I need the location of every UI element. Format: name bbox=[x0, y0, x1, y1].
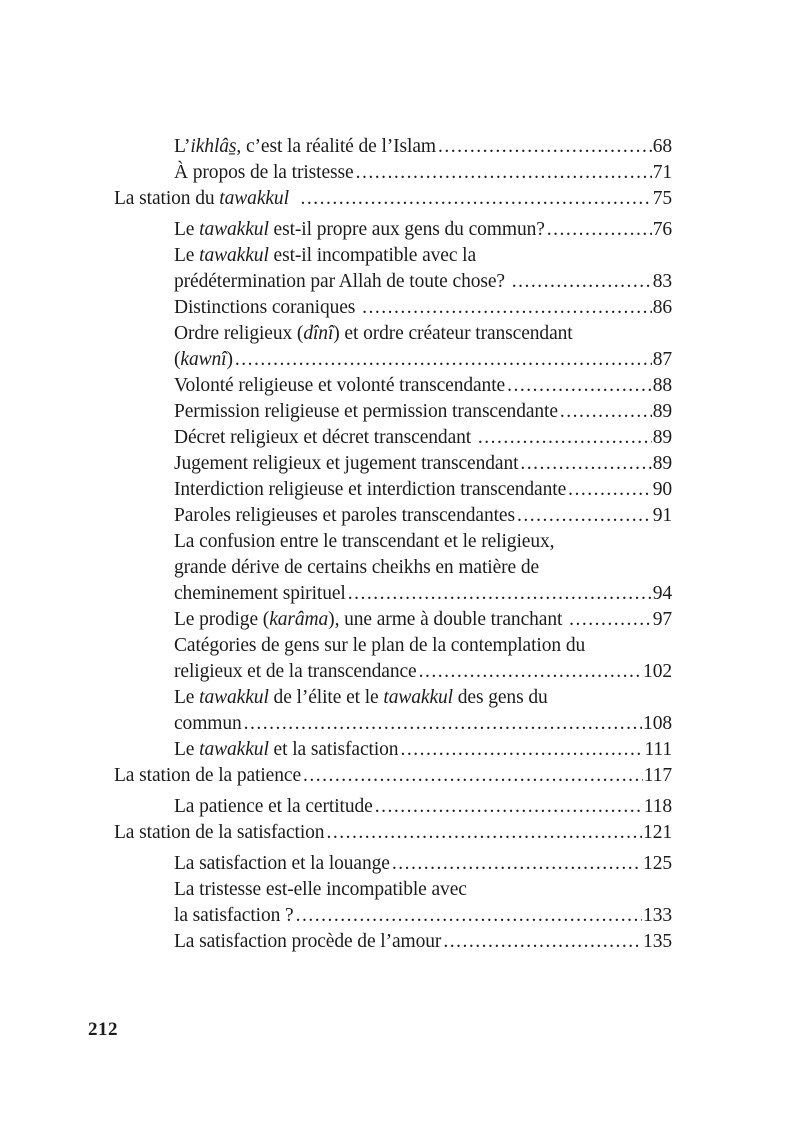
toc-entry-text: grande dérive de certains cheikhs en matière de bbox=[174, 557, 540, 578]
dot-leader bbox=[568, 477, 652, 503]
toc-entry-level1 bbox=[114, 186, 672, 212]
toc-entry-level2 bbox=[114, 269, 672, 295]
toc-entry-text: À propos de la tristesse bbox=[174, 162, 354, 183]
toc-page-number: 89 bbox=[652, 401, 672, 422]
toc-entry-level2 bbox=[114, 737, 672, 763]
toc-page-number: 121 bbox=[643, 822, 672, 843]
toc-entry-text: religieux et de la transcendance bbox=[174, 661, 417, 682]
toc-entry-text: La patience et la certitude bbox=[174, 796, 373, 817]
toc-entry-level2 bbox=[114, 160, 672, 186]
toc-entry-level2 bbox=[114, 295, 672, 321]
toc-entry-text: Paroles religieuses et paroles transcendantes bbox=[174, 505, 515, 526]
toc-entry-text: La station du tawakkul bbox=[114, 188, 289, 209]
toc-page-number: 91 bbox=[652, 505, 672, 526]
toc-entry-text: La satisfaction procède de l’amour bbox=[174, 931, 442, 952]
toc-entry-level2 bbox=[114, 903, 672, 929]
toc-entry-level2 bbox=[114, 321, 672, 347]
toc-page-number: 111 bbox=[644, 739, 672, 760]
toc-page-number: 135 bbox=[643, 931, 672, 952]
dot-leader bbox=[348, 581, 652, 607]
toc-entry-level2 bbox=[114, 794, 672, 820]
toc-entry-text: Volonté religieuse et volonté transcendante bbox=[174, 375, 506, 396]
toc-entry-level2 bbox=[114, 581, 672, 607]
toc-page-number: 97 bbox=[652, 609, 672, 630]
toc-entry-level2 bbox=[114, 529, 672, 555]
dot-leader bbox=[362, 295, 652, 321]
dot-leader bbox=[356, 160, 652, 186]
toc-entry-text: Permission religieuse et permission transcendante bbox=[174, 401, 558, 422]
toc-entry-level2 bbox=[114, 685, 672, 711]
toc-page-number: 102 bbox=[643, 661, 672, 682]
toc-entry-level2 bbox=[114, 477, 672, 503]
dot-leader bbox=[569, 607, 652, 633]
toc-entry-text: la satisfaction ? bbox=[174, 905, 294, 926]
dot-leader bbox=[438, 134, 652, 160]
dot-leader bbox=[296, 903, 642, 929]
toc-page-number: 108 bbox=[643, 713, 672, 734]
toc-entry-text: La satisfaction et la louange bbox=[174, 853, 390, 874]
toc-entry-text: La confusion entre le transcendant et le religieux, bbox=[174, 531, 555, 552]
toc-page-number: 94 bbox=[652, 583, 672, 604]
toc-entry-level2 bbox=[114, 633, 672, 659]
dot-leader bbox=[560, 399, 652, 425]
toc-entry-level2 bbox=[114, 347, 672, 373]
toc-entry-level2 bbox=[114, 711, 672, 737]
dot-leader bbox=[326, 820, 642, 846]
dot-leader bbox=[419, 659, 642, 685]
toc-entry-text: Catégories de gens sur le plan de la contemplation du bbox=[174, 635, 586, 656]
toc-entry-text: Le prodige (karâma), une arme à double tranchant bbox=[174, 609, 568, 630]
dot-leader bbox=[244, 711, 642, 737]
toc-entry-text: La tristesse est-elle incompatible avec bbox=[174, 879, 467, 900]
toc-entry-text: Le tawakkul de l’élite et le tawakkul des gens du bbox=[174, 687, 548, 708]
dot-leader bbox=[235, 347, 652, 373]
toc-entry-level2 bbox=[114, 399, 672, 425]
toc-entry-level2 bbox=[114, 555, 672, 581]
toc-page-number: 68 bbox=[652, 136, 672, 157]
toc-entry-text: Interdiction religieuse et interdiction transcendante bbox=[174, 479, 567, 500]
toc-page-number: 76 bbox=[652, 219, 672, 240]
dot-leader bbox=[300, 186, 651, 212]
dot-leader bbox=[517, 503, 652, 529]
toc-page-number: 118 bbox=[643, 796, 672, 817]
dot-leader bbox=[392, 851, 642, 877]
toc-entry-level2 bbox=[114, 929, 672, 955]
toc-entry-text: commun bbox=[174, 713, 242, 734]
toc-entry-level2 bbox=[114, 451, 672, 477]
toc-page-number: 117 bbox=[643, 765, 672, 786]
dot-leader bbox=[547, 217, 652, 243]
toc-entry-level2 bbox=[114, 851, 672, 877]
toc-entry-level2 bbox=[114, 877, 672, 903]
toc-page-number: 133 bbox=[643, 905, 672, 926]
dot-leader bbox=[443, 929, 642, 955]
toc-entry-text: La station de la patience bbox=[114, 765, 301, 786]
toc-entry-text: L’ikhlâs̱, c’est la réalité de l’Islam bbox=[174, 136, 436, 157]
toc-entry-level2 bbox=[114, 243, 672, 269]
toc-entry-text: Le tawakkul est-il incompatible avec la bbox=[174, 245, 477, 266]
toc-page-number: 75 bbox=[652, 188, 672, 209]
toc-entry-level2 bbox=[114, 373, 672, 399]
dot-leader bbox=[512, 269, 652, 295]
dot-leader bbox=[375, 794, 643, 820]
toc-page-number: 83 bbox=[652, 271, 672, 292]
toc-entry-level2 bbox=[114, 425, 672, 451]
toc-entry-level2 bbox=[114, 659, 672, 685]
folio-page-number: 212 bbox=[88, 1019, 118, 1040]
toc-entry-text: Le tawakkul et la satisfaction bbox=[174, 739, 399, 760]
dot-leader bbox=[478, 425, 652, 451]
toc-entry-text: Jugement religieux et jugement transcendant bbox=[174, 453, 519, 474]
toc-entry-level2 bbox=[114, 217, 672, 243]
toc-page-number: 89 bbox=[652, 427, 672, 448]
dot-leader bbox=[303, 763, 643, 789]
toc-entry-text: Décret religieux et décret transcendant bbox=[174, 427, 476, 448]
toc-entry-level2 bbox=[114, 503, 672, 529]
toc-entry-text: Distinctions coraniques bbox=[174, 297, 361, 318]
toc-page-number: 90 bbox=[652, 479, 672, 500]
toc-page-number: 88 bbox=[652, 375, 672, 396]
dot-leader bbox=[520, 451, 651, 477]
toc-page-number: 125 bbox=[643, 853, 672, 874]
toc-entry-text: Le tawakkul est-il propre aux gens du commun? bbox=[174, 219, 545, 240]
toc-entry-text: prédétermination par Allah de toute chose? bbox=[174, 271, 510, 292]
toc-page-number: 86 bbox=[652, 297, 672, 318]
toc-entry-text: (kawnî) bbox=[174, 349, 233, 370]
toc-entry-text: La station de la satisfaction bbox=[114, 822, 325, 843]
toc-entry-level1 bbox=[114, 820, 672, 846]
toc-entry-level2 bbox=[114, 134, 672, 160]
toc-entry-text: Ordre religieux (dînî) et ordre créateur transcendant bbox=[174, 323, 573, 344]
toc-page-number: 71 bbox=[652, 162, 672, 183]
toc-entry-level1 bbox=[114, 763, 672, 789]
table-of-contents bbox=[114, 134, 672, 955]
dot-leader bbox=[507, 373, 652, 399]
toc-page-number: 89 bbox=[652, 453, 672, 474]
dot-leader bbox=[400, 737, 643, 763]
toc-page-number: 87 bbox=[652, 349, 672, 370]
toc-entry-text: cheminement spirituel bbox=[174, 583, 346, 604]
toc-entry-level2 bbox=[114, 607, 672, 633]
